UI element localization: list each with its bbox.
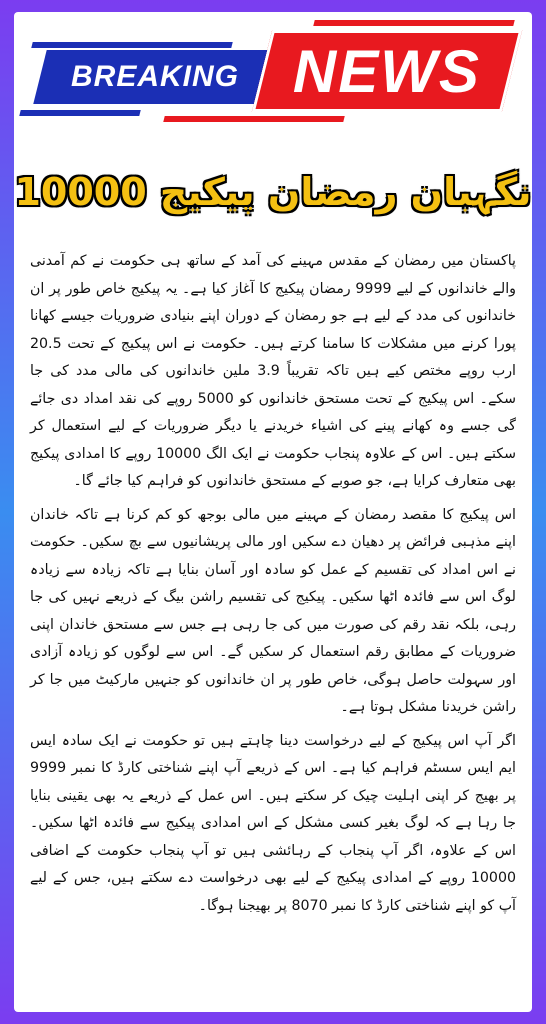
- news-ribbon: [252, 30, 522, 112]
- article-title: نگہبان رمضان پیکیج 10000: [14, 170, 532, 214]
- banner-stripe: [313, 20, 514, 26]
- banner-stripe: [19, 110, 140, 116]
- breaking-news-banner: [14, 12, 532, 130]
- paragraph-3: اگر آپ اس پیکیج کے لیے درخواست دینا چاہتے ہیں تو حکومت نے ایک سادہ ایس ایم ایس سسٹم فراہم کیا ہے۔ اس کے ذریعے آپ اپنے شناختی کارڈ کا نمبر 9999 پر بھیج کر اپنی اہلیت چیک کر سکتے ہیں۔ اس عمل کے ذریعے یہ بھی یقینی بنایا جا رہا ہے کہ لوگ بغیر کسی مشکل کے اس امدادی پیکیج سے فائدہ اٹھا سکیں۔ اس کے علاوہ، اگر آپ پنجاب کے رہائشی ہیں تو آپ پنجاب حکومت کے اضافی 10000 روپے کے امدادی پیکیج کے لیے بھی درخواست دے سکتے ہیں، جس کے لیے آپ کو اپنے شناختی کارڈ کا نمبر 8070 پر بھیجنا ہوگا۔: [30, 732, 516, 914]
- news-label: NEWS: [293, 37, 481, 105]
- article-card: [14, 12, 532, 1012]
- banner-stripe: [31, 42, 232, 48]
- banner-stripe: [163, 116, 344, 122]
- paragraph-1: پاکستان میں رمضان کے مقدس مہینے کی آمد کے ساتھ ہی حکومت نے کم آمدنی والے خاندانوں کے لیے 9999 رمضان پیکیج کا آغاز کیا ہے۔ یہ پیکیج خاص طور پر ان خاندانوں کی مدد کے لیے ہے جو رمضان کے دوران اپنے بنیادی ضروریات جیسے کھانا پورا کرنے میں مشکلات کا سامنا کرتے ہیں۔ حکومت نے اس پیکیج کے تحت 20.5 ارب روپے مختص کیے ہیں تاکہ تقریباً 3.9 ملین خاندانوں کی مالی مدد کی جا سکے۔ اس پیکیج کے تحت مستحق خاندانوں کو 5000 روپے کی نقد امداد دی جائے گی جسے وہ کھانے پینے کی اشیاء خریدنے یا دیگر ضروریات کے لیے استعمال کر سکتے ہیں۔ اس کے علاوہ پنجاب حکومت نے ایک الگ 10000 روپے کا امدادی پیکیج بھی متعارف کرایا ہے، جو صوبے کے مستحق خاندانوں کو فراہم کیا جائے گا۔: [30, 253, 517, 489]
- article-body: [30, 248, 516, 926]
- breaking-ribbon: [33, 50, 276, 104]
- paragraph-2: اس پیکیج کا مقصد رمضان کے مہینے میں مالی بوجھ کو کم کرنا ہے تاکہ خاندان اپنے مذہبی فرائض پر دھیان دے سکیں اور مالی پریشانیوں سے بچ سکیں۔ حکومت نے اس امداد کی تقسیم کے عمل کو سادہ اور آسان بنایا ہے تاکہ زیادہ سے زیادہ لوگ اس سے فائدہ اٹھا سکیں۔ پیکیج کی تقسیم راشن بیگ کے ذریعے نہیں کی جا رہی، بلکہ نقد رقم کی صورت میں کی جا رہی ہے جس سے مستحق خاندان اپنی ضروریات کے مطابق رقم استعمال کر سکیں گے۔ اس سے لوگوں کو زیادہ آزادی اور سہولت حاصل ہوگی، خاص طور پر ان خاندانوں کو جنہیں مارکیٹ میں جا کر راشن خریدنا مشکل ہوتا ہے۔: [30, 506, 516, 715]
- breaking-label: BREAKING: [70, 60, 239, 93]
